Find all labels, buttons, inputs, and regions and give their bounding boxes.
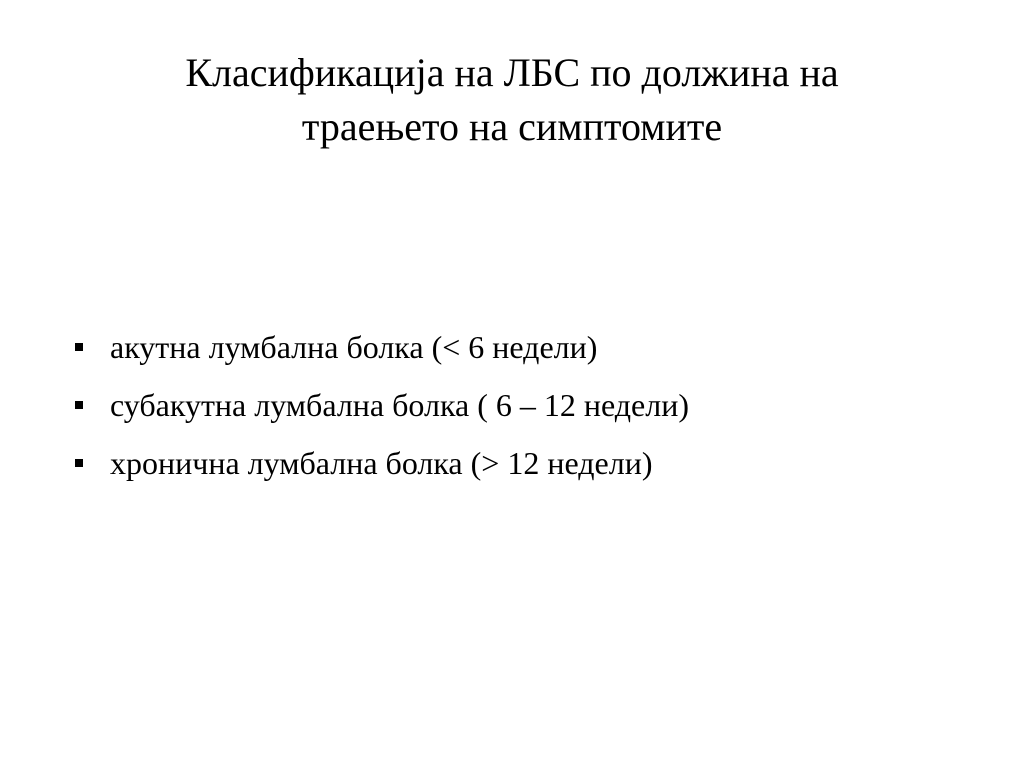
slide-title: [90, 46, 934, 154]
slide-title-line-1: Класификација на ЛБС по должина на: [185, 50, 839, 95]
list-item: [72, 318, 972, 376]
slide-title-line-2: траењето на симптомите: [301, 104, 723, 149]
square-bullet-icon: [75, 401, 83, 409]
square-bullet-icon: [75, 459, 83, 467]
bullet-text: хронична лумбална болка (> 12 недели): [110, 445, 653, 481]
bullet-text: акутна лумбална болка (< 6 недели): [110, 329, 598, 365]
list-item: [72, 434, 972, 492]
list-item: [72, 376, 972, 434]
bullet-list: [72, 318, 972, 492]
bullet-text: субакутна лумбална болка ( 6 – 12 недели): [110, 387, 689, 423]
square-bullet-icon: [75, 343, 83, 351]
